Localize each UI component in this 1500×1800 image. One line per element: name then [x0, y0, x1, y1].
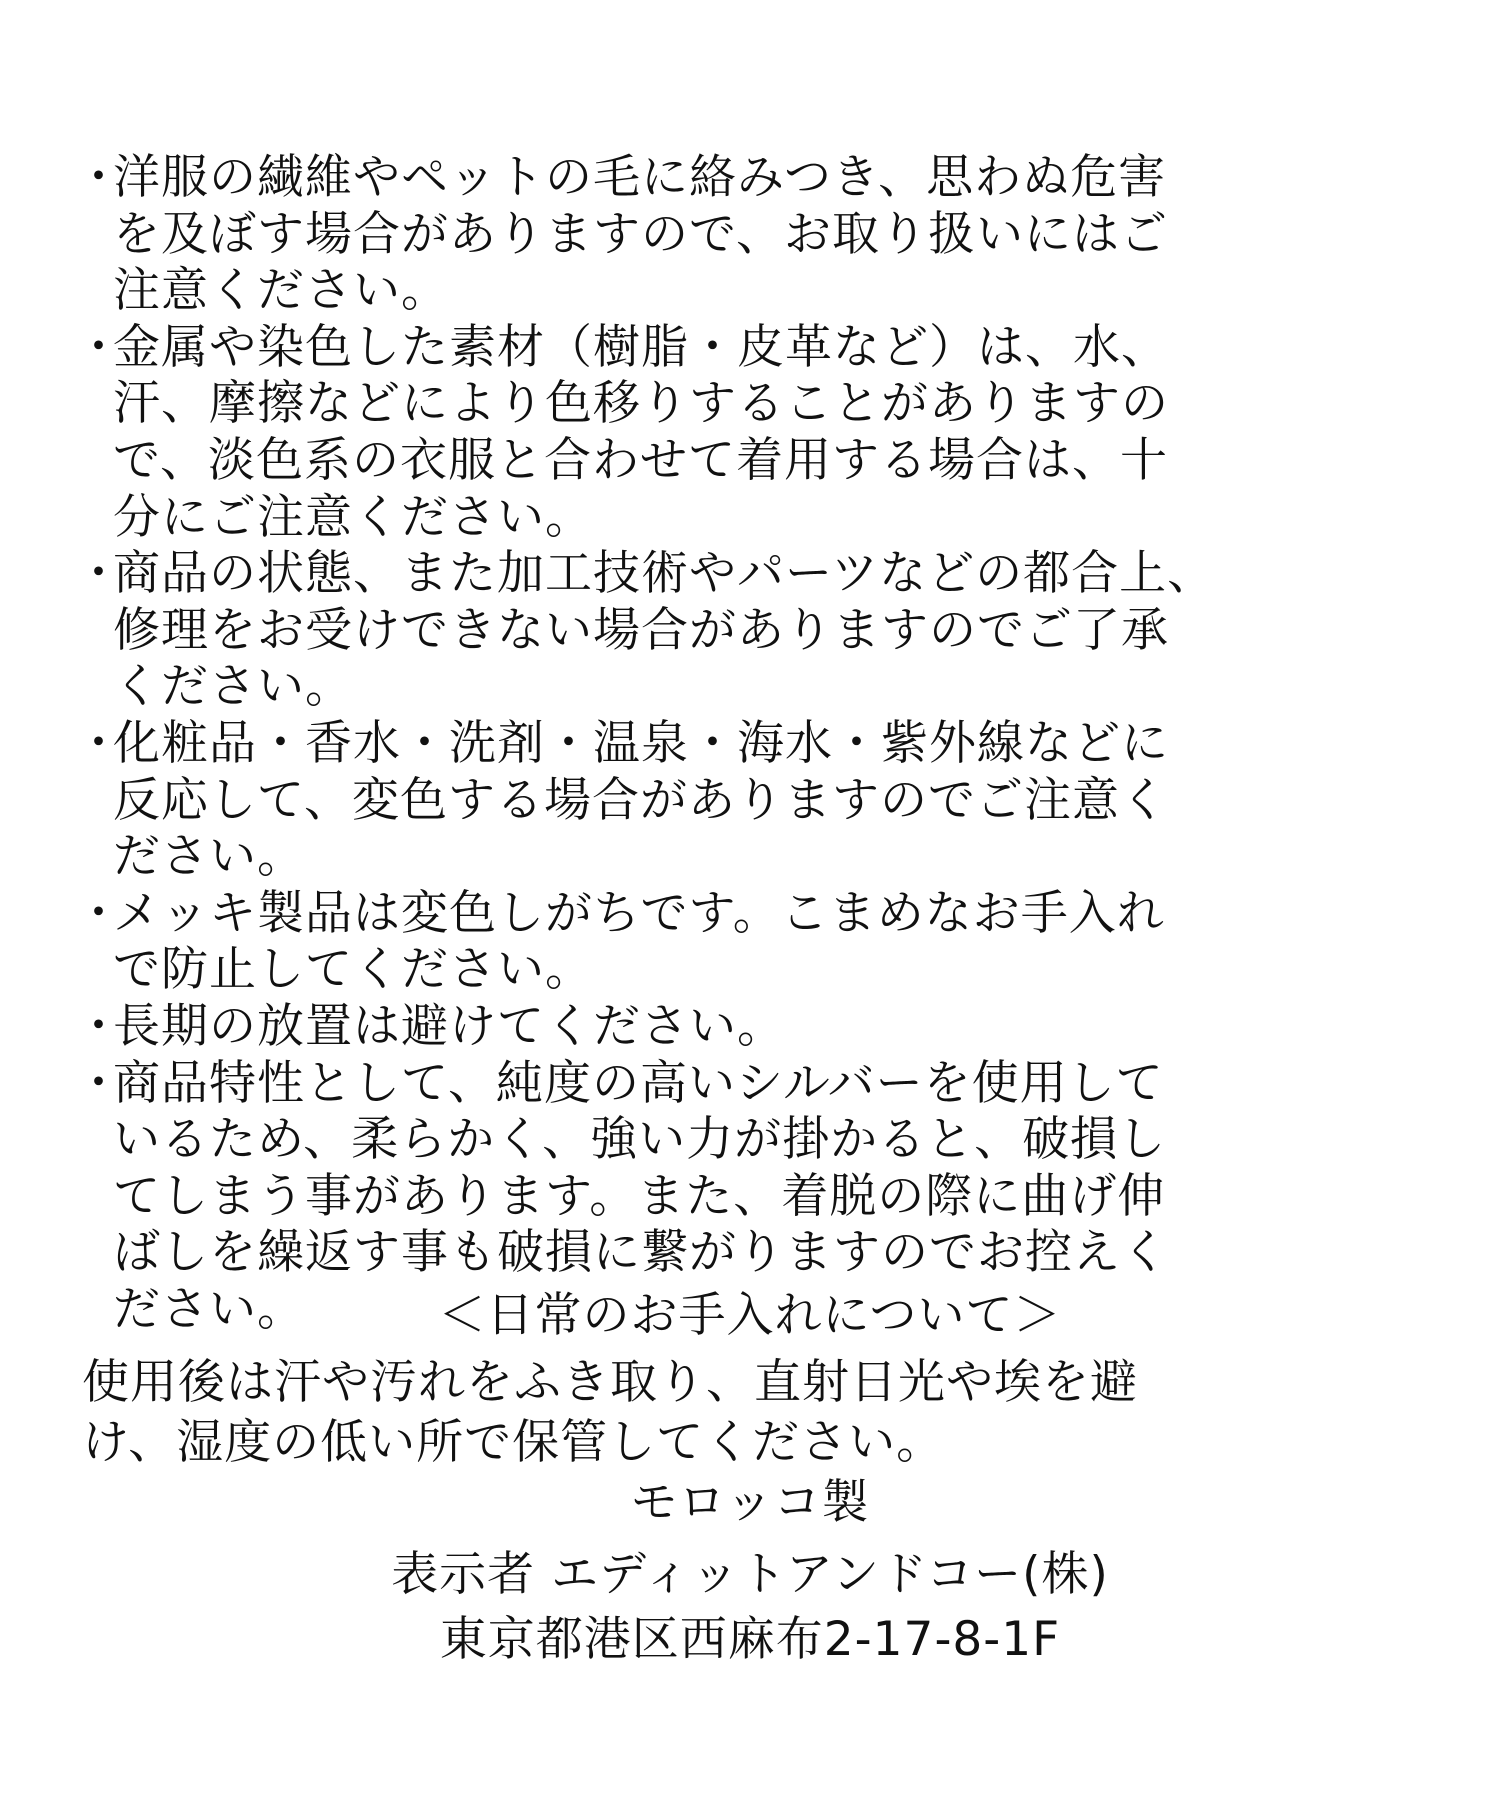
care-line: 使用後は汗や汚れをふき取り、直射日光や埃を避: [82, 1355, 1138, 1410]
precaution-line: 分にご注意ください。: [113, 489, 593, 545]
precaution-line: てしまう事があります。また、着脱の際に曲げ伸: [113, 1168, 1166, 1224]
precaution-line: 修理をお受けできない場合がありますのでご了承: [113, 602, 1169, 658]
precaution-line: ください。: [113, 659, 353, 715]
bullet-mark: ・: [75, 1055, 123, 1111]
precaution-item: [75, 886, 1445, 999]
precaution-line: 化粧品・香水・洗剤・温泉・海水・紫外線などに: [113, 715, 1169, 771]
precaution-line: で防止してください。: [113, 942, 593, 998]
labeler-address: 東京都港区西麻布2-17-8-1F: [439, 1612, 1061, 1667]
bullet-mark: ・: [75, 546, 123, 602]
precaution-line: 金属や染色した素材（樹脂・皮革など）は、水、: [113, 319, 1169, 375]
precaution-item: [75, 716, 1445, 886]
bullet-mark: ・: [75, 715, 123, 771]
labeler-name: 表示者 エディットアンドコー(株): [391, 1547, 1109, 1602]
country-of-origin: モロッコ製: [630, 1475, 870, 1530]
precaution-item: [75, 320, 1445, 546]
precaution-item: [75, 999, 1445, 1056]
precaution-line: 商品の状態、また加工技術やパーツなどの都合上、: [113, 546, 1216, 602]
bullet-mark: ・: [75, 998, 123, 1054]
precaution-line: ばしを繰返す事も破損に繋がりますのでお控えく: [113, 1225, 1169, 1281]
precaution-line: 商品特性として、純度の高いシルバーを使用して: [113, 1055, 1164, 1111]
precaution-line: ださい。: [113, 829, 305, 885]
precaution-item: [75, 150, 1445, 320]
precaution-line: で、淡色系の衣服と合わせて着用する場合は、十: [113, 432, 1169, 488]
precaution-line: ださい。: [113, 1281, 305, 1337]
precaution-line: を及ぼす場合がありますので、お取り扱いにはご: [113, 206, 1169, 262]
bullet-mark: ・: [75, 150, 123, 205]
bullet-mark: ・: [75, 885, 123, 941]
precaution-line: いるため、柔らかく、強い力が掛かると、破損し: [113, 1112, 1167, 1168]
care-heading: ＜日常のお手入れについて＞: [438, 1288, 1062, 1343]
precautions-list: [75, 150, 1445, 1338]
care-instructions: [82, 1353, 1442, 1473]
precaution-line: 洋服の繊維やペットの毛に絡みつき、思わぬ危害: [113, 150, 1167, 205]
precaution-line: 長期の放置は避けてください。: [113, 998, 785, 1054]
care-line: け、湿度の低い所で保管してください。: [82, 1415, 945, 1470]
precaution-line: 汗、摩擦などにより色移りすることがありますの: [113, 376, 1169, 432]
precaution-line: 反応して、変色する場合がありますのでご注意く: [113, 772, 1169, 828]
precaution-line: メッキ製品は変色しがちです。こまめなお手入れ: [113, 885, 1165, 941]
precaution-item: [75, 546, 1445, 716]
bullet-mark: ・: [75, 319, 123, 375]
precaution-line: 注意ください。: [113, 263, 449, 319]
